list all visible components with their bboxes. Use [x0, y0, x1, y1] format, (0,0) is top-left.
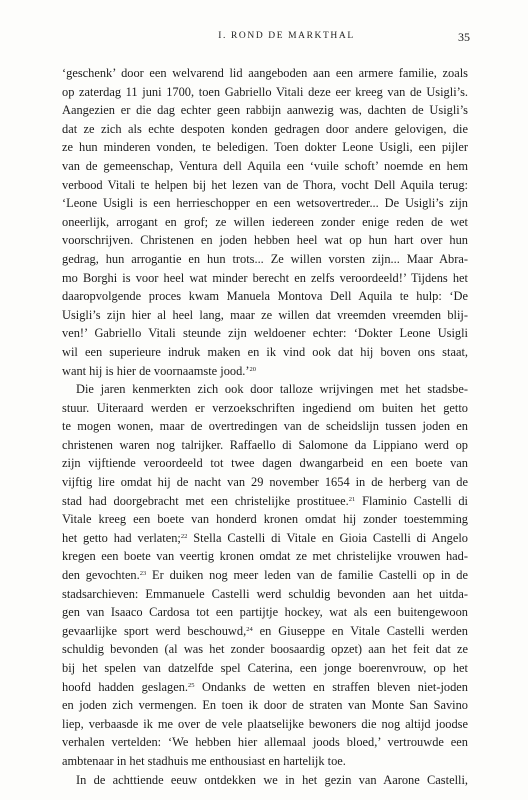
text-line: bij het spelen van datzelfde spel Caterina, een jonge boerenvrouw, op het — [62, 661, 468, 675]
text-line: christenen waren nog talrijker. Raffaello di Salomone da Lippiano werd op — [62, 437, 468, 452]
footnote-ref: 25 — [188, 681, 195, 689]
text-line: ‘Leone Usigli is een herrieschopper en een wetsovertreder... De Usigli’s zijn — [62, 196, 468, 211]
text-segment: want hij is hier de voornaamste jood.’ — [62, 363, 250, 378]
footnote-ref: 23 — [139, 570, 147, 578]
text-segment: den gevochten. — [62, 568, 140, 583]
text-line — [62, 492, 468, 511]
body-text — [62, 64, 468, 789]
text-line: In de achttiende eeuw ontdekken we in het gezin van Aarone Castelli, — [76, 772, 468, 787]
text-line: gen van Isaaco Cardosa tot een partijtje hockey, wat als een buitengewoon — [62, 605, 468, 620]
text-line: verhalen vertelden: ‘We hebben hier allemaal joods bloed,’ vertrouwde een — [62, 735, 468, 750]
text-segment: Stella Castelli di Vitale en Gioia Castelli di Angelo — [187, 530, 468, 545]
text-segment: gevaarlijke sport werd beschouwd, — [62, 623, 247, 638]
text-line: en joden zich vermengen. En toen ik door de straten van Monte San Savino — [62, 698, 468, 713]
page-number: 35 — [458, 30, 470, 44]
text-line: voorschrijven. Christenen en joden hebben heel wat op hun hart over hun — [62, 233, 468, 248]
text-line: Vitale kreeg een boete van honderd kronen omdat hij zonder toestemming — [62, 512, 468, 527]
text-line: op zaterdag 11 juni 1700, toen Gabriello Vitali deze eer kreeg van de Usigli’s. — [62, 84, 468, 99]
text-line: Die jaren kenmerkten zich ook door talloze wrijvingen met het stadsbe- — [76, 382, 468, 397]
text-line: daaropvolgende proces kwam Manuela Montova Dell Aquila te hulp: ‘De — [62, 289, 468, 304]
text-line: ven!’ Gabriello Vitali steunde zijn weldoener echter: ‘Dokter Leone Usigli — [62, 326, 468, 341]
text-segment: en Giuseppe en Vitale Castelli werden — [252, 623, 468, 638]
text-line: stuur. Uiteraard werden er verzoekschriften ingediend om buiten het getto — [62, 400, 468, 415]
text-line: van de gemeenschap, Ventura dell Aquila een ‘vuile schoft’ noemde en hem — [62, 158, 468, 173]
text-line: Usigli’s zijn hier al heel lang, maar ze willen dat vreemden vreemden blij- — [62, 307, 468, 322]
text-line: wil een superieure indruk maken en ik vind ook dat hij boven ons staat, — [62, 344, 468, 359]
text-line: oneerlijk, arrogant en grof; ze willen iedereen zonder enige reden de wet — [62, 214, 468, 229]
text-line: liep, verbaasde ik me over de vele plaatselijke bewoners die nog altijd joodse — [62, 716, 468, 731]
text-line: stadsarchieven: Emmanuele Castelli werd schuldig bevonden aan het uitda- — [62, 586, 468, 601]
text-segment: het getto had verlaten; — [62, 530, 181, 545]
text-line — [62, 622, 468, 641]
text-line: mo Borghi is voor heel wat minder berecht en zelfs veroordeeld!’ Tijdens het — [62, 270, 468, 285]
footnote-ref: 22 — [180, 532, 188, 540]
text-line: schuldig bevonden (al was het zonder boosaardig opzet) aan het feit dat ze — [62, 642, 468, 657]
text-line: dat ze zich als echte despoten konden gedragen door andere gelovigen, die — [62, 121, 468, 136]
text-line: zijn vijftiende veroordeeld tot twee dagen dwangarbeid en een boete van — [62, 456, 468, 471]
text-line: gedrag, hun arrogantie en hun trots... Ze willen vorsten zijn... Maar Abra- — [62, 251, 468, 266]
text-line: ‘geschenk’ door een welvarend lid aangeboden aan een armere familie, zoals — [62, 66, 468, 80]
text-line: ze hun minderen vonden, te beledigen. Toen dokter Leone Usigli, een pijler — [62, 140, 468, 155]
text-segment: Flaminio Castelli di — [355, 493, 468, 508]
text-line: kregen een boete van veertig kronen omdat ze met christelijke vrouwen had- — [62, 549, 468, 564]
text-line: vijftig lire omdat hij de nacht van 29 november 1654 in de herberg van de — [62, 475, 468, 490]
footnote-ref: 20 — [249, 365, 257, 373]
text-line: te mogen wonen, maar de overtredingen van de scheidslijn tussen joden en — [62, 419, 468, 434]
text-segment: Er duiken nog meer leden van de familie Castelli op in de — [146, 568, 468, 583]
text-line — [62, 362, 468, 381]
page-header — [103, 31, 470, 47]
text-line — [62, 529, 468, 548]
text-line: Aangezien er die dag echter geen rabbijn aanwezig was, dachten de Usigli’s — [62, 103, 468, 118]
text-line: ambtenaar in het stadhuis me enthousiast en hartelijk toe. — [62, 753, 346, 768]
footnote-ref: 21 — [348, 495, 356, 503]
footnote-ref: 24 — [246, 625, 253, 633]
text-segment: Ondanks de wetten en straffen bleven niet-joden — [194, 679, 468, 694]
text-line — [62, 566, 468, 585]
text-segment: stad had doorgebracht met een christelijke prostituee. — [62, 493, 349, 508]
running-head: I. ROND DE MARKTHAL — [218, 31, 355, 41]
text-line: verbood Vitali te helpen bij het lezen van de Thora, vocht Dell Aquila terug: — [62, 177, 468, 192]
text-line — [62, 678, 468, 697]
text-segment: hoofd hadden geslagen. — [62, 679, 189, 694]
